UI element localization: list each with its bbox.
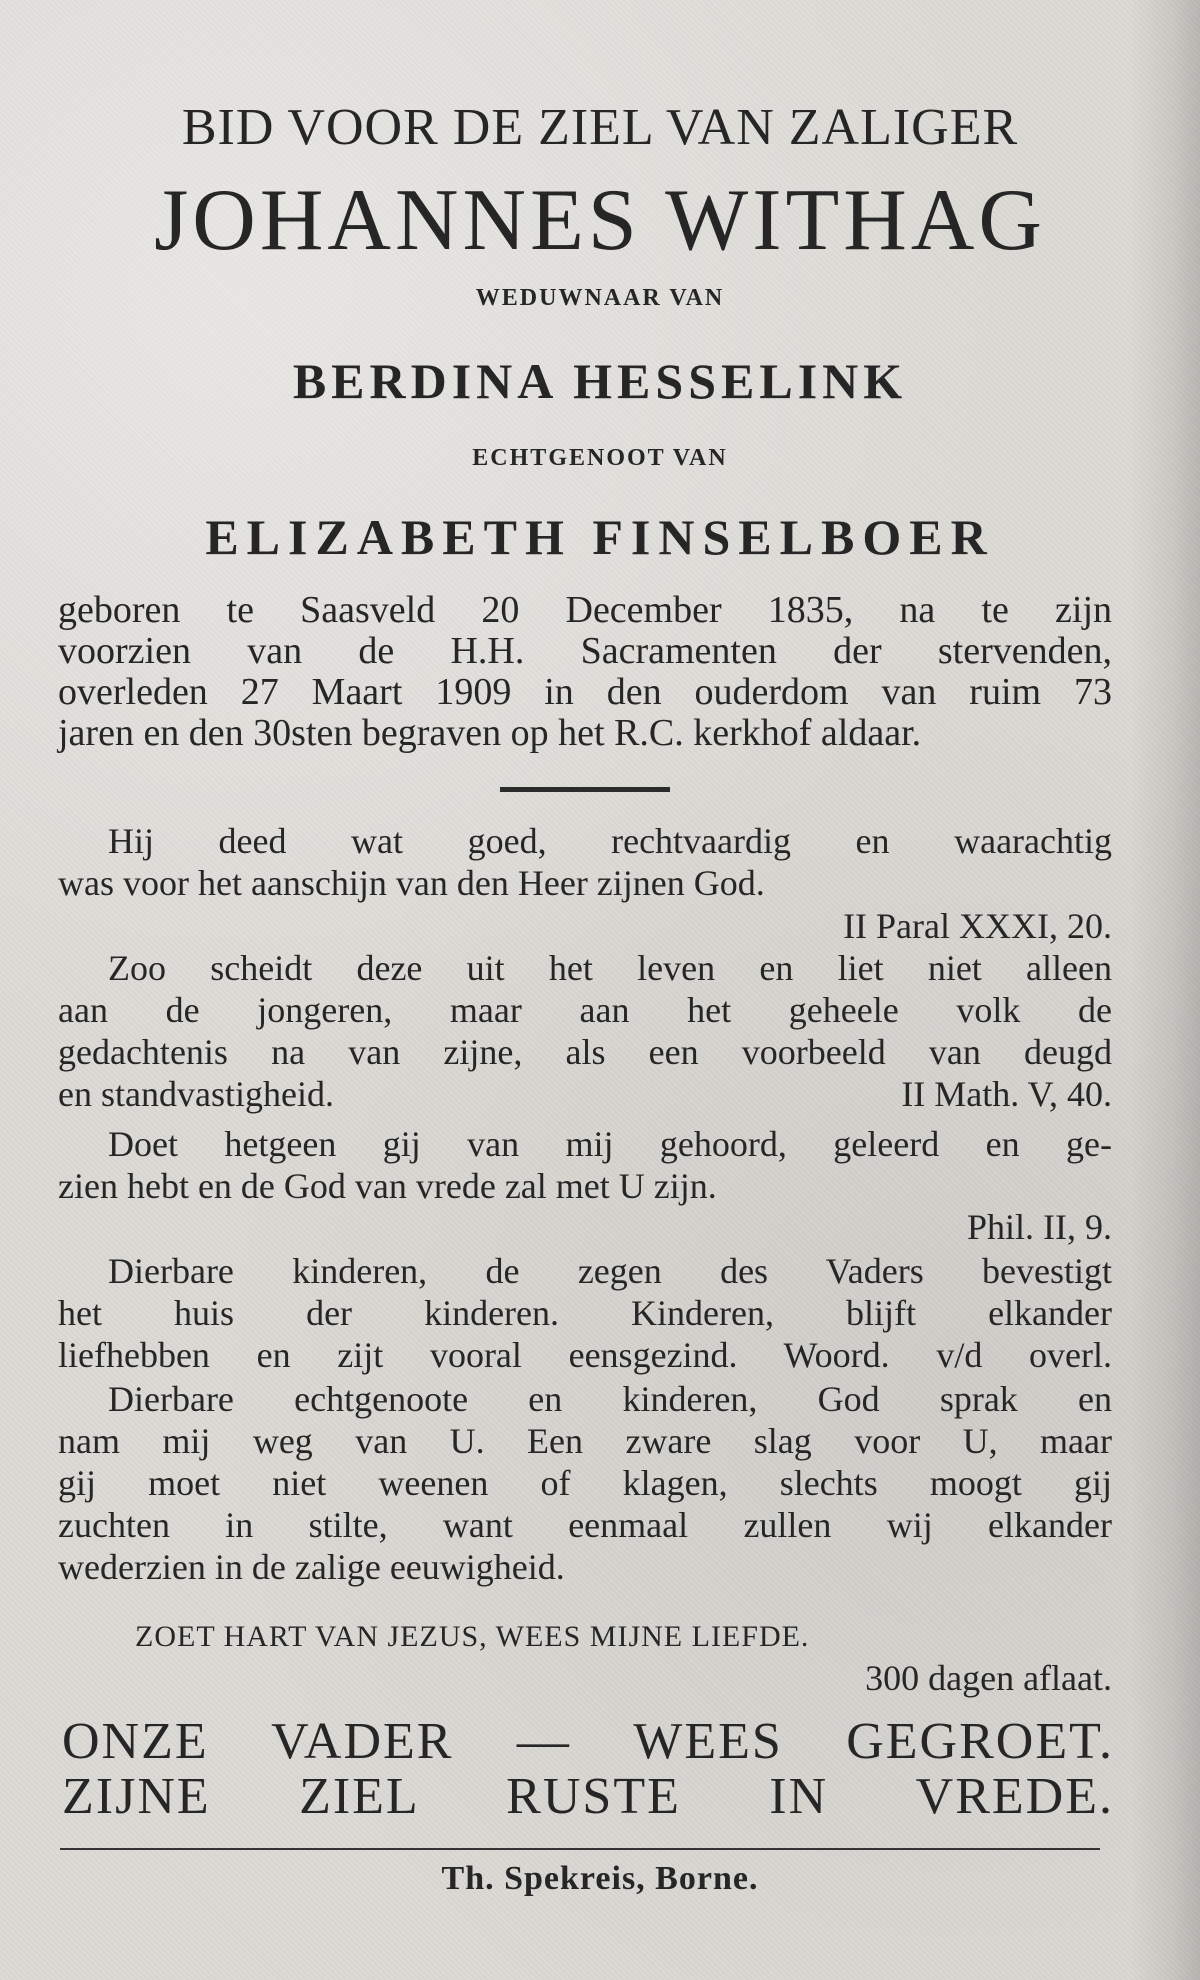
second-spouse-name: ELIZABETH FINSELBOER (205, 509, 995, 565)
quote-reference-3: Phil. II, 9. (966, 1207, 1112, 1247)
quote-line: nam mij weg van U. Een zware slag voor U, maar (58, 1421, 1112, 1461)
quote-reference-2: II Math. V, 40. (901, 1074, 1112, 1114)
quote-block-5 (58, 1378, 1112, 1588)
quote-block-4 (58, 1250, 1112, 1376)
deceased-name: JOHANNES WITHAG (154, 172, 1046, 269)
quote-line: gedachtenis na van zijne, als een voorbeeld van deugd (58, 1032, 1112, 1072)
quote-line: Hij deed wat goed, rechtvaardig en waarachtig (108, 821, 1112, 861)
quote-block-3 (58, 1123, 1112, 1207)
quote-line: Dierbare echtgenoote en kinderen, God sprak en (108, 1379, 1112, 1419)
quote-reference-1: II Paral XXXI, 20. (843, 906, 1112, 946)
quote-line: zuchten in stilte, want eenmaal zullen wij elkander (58, 1505, 1112, 1545)
quote-line: wederzien in de zalige eeuwigheid. (58, 1547, 565, 1587)
quote-block-1 (58, 820, 1112, 904)
header-line-1: BID VOOR DE ZIEL VAN ZALIGER (181, 99, 1019, 156)
biography-line: overleden 27 Maart 1909 in den ouderdom van ruim 73 (58, 671, 1112, 713)
biography-block (58, 590, 1112, 754)
devotional-invocation: ZOET HART VAN JEZUS, WEES MIJNE LIEFDE. (135, 1620, 810, 1653)
quote-line: zien hebt en de God van vrede zal met U zijn. (58, 1166, 717, 1206)
printer-credit: Th. Spekreis, Borne. (441, 1860, 759, 1897)
quote-line: Zoo scheidt deze uit het leven en liet niet alleen (108, 948, 1112, 988)
prayer-line-2: ZIJNE ZIEL RUSTE IN VREDE. (62, 1768, 1114, 1825)
husband-label: ECHTGENOOT VAN (472, 445, 728, 471)
widower-label: WEDUWNAAR VAN (475, 285, 725, 311)
quote-line: aan de jongeren, maar aan het geheele volk de (58, 990, 1112, 1030)
prayer-line-1: ONZE VADER — WEES GEGROET. (62, 1713, 1114, 1770)
quote-line: het huis der kinderen. Kinderen, blijft elkander (58, 1293, 1112, 1333)
footer-divider (60, 1848, 1100, 1850)
biography-line: voorzien van de H.H. Sacramenten der stervenden, (58, 630, 1112, 672)
quote-line: liefhebben en zijt vooral eensgezind. Woord. v/d overl. (58, 1335, 1112, 1375)
quote-line: Dierbare kinderen, de zegen des Vaders bevestigt (108, 1251, 1112, 1291)
quote-line: gij moet niet weenen of klagen, slechts moogt gij (58, 1463, 1112, 1503)
quote-line: was voor het aanschijn van den Heer zijnen God. (58, 863, 765, 903)
first-spouse-name: BERDINA HESSELINK (292, 353, 908, 409)
quote-line: Doet hetgeen gij van mij gehoord, geleerd en ge- (108, 1124, 1112, 1164)
biography-line: geboren te Saasveld 20 December 1835, na te zijn (58, 589, 1112, 631)
biography-line: jaren en den 30sten begraven op het R.C. kerkhof aldaar. (58, 712, 922, 754)
section-divider (500, 787, 670, 792)
quote-line: en standvastigheid. (58, 1074, 334, 1114)
indulgence-note: 300 dagen aflaat. (865, 1658, 1112, 1698)
